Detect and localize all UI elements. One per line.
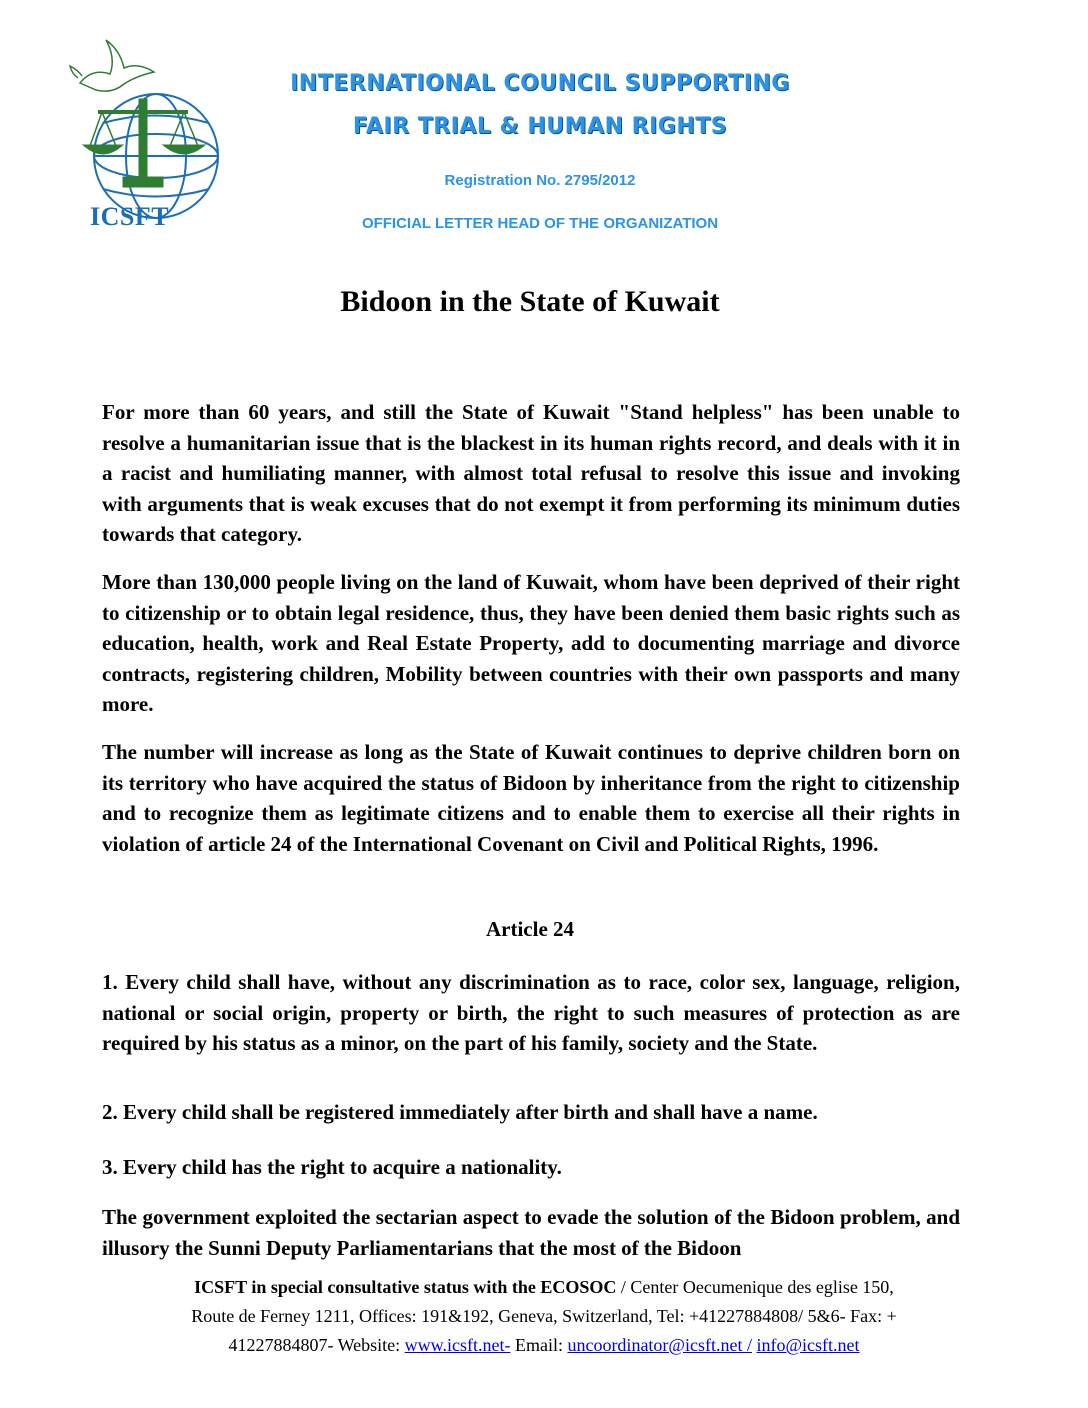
registration-number: Registration No. 2795/2012 — [444, 172, 636, 189]
footer — [100, 1273, 988, 1360]
footer-address-1: / Center Oecumenique des eglise 150, — [616, 1277, 894, 1297]
org-name-line1: INTERNATIONAL COUNCIL SUPPORTING — [290, 71, 790, 96]
footer-line-1 — [100, 1273, 988, 1302]
footer-email-label: Email: — [510, 1335, 568, 1355]
official-letterhead-label: OFFICIAL LETTER HEAD OF THE ORGANIZATION — [361, 215, 719, 232]
article-item-2: 2. Every child shall be registered immediately after birth and shall have a name. — [102, 1100, 818, 1124]
article-item-1: 1. Every child shall have, without any discrimination as to race, color sex, language, religion, national or social origin, property or birth, the right to such measures of protection as are required by his status as a minor, on the part of his family, society and the State. — [102, 970, 960, 1055]
dove-icon — [70, 40, 154, 91]
footer-line-3 — [100, 1331, 988, 1360]
paragraph-3: The number will increase as long as the State of Kuwait continues to deprive children born on its territory who have acquired the status of Bidoon by inheritance from the right to citizenship and to recognize them as legitimate citizens and to enable them to exercise all their rights in violation of article 24 of the International Covenant on Civil and Political Rights, 1996. — [102, 740, 960, 856]
article-item-3: 3. Every child has the right to acquire a nationality. — [102, 1155, 562, 1179]
closing-paragraph: The government exploited the sectarian aspect to evade the solution of the Bidoon problem, and illusory the Sunni Deputy Parliamentarians that the most of the Bidoon — [102, 1205, 960, 1260]
document-title: Bidoon in the State of Kuwait — [340, 285, 720, 318]
email-link-uncoordinator[interactable]: uncoordinator@icsft.net / — [567, 1335, 752, 1355]
footer-line-2: Route de Ferney 1211, Offices: 191&192, Geneva, Switzerland, Tel: +41227884808/ 5&6- Fax: + — [191, 1306, 897, 1326]
paragraph-1: For more than 60 years, and still the State of Kuwait "Stand helpless" has been unable to resolve a humanitarian issue that is the blackest in its human rights record, and deals with it in a racist and humiliating manner, with almost total refusal to resolve this issue and invoking with arguments that is weak excuses that do not exempt it from performing its minimum duties towards that category. — [102, 400, 960, 546]
footer-fax-website-label: 41227884807- Website: — [228, 1335, 405, 1355]
footer-ecosoc-status: ICSFT in special consultative status with the ECOSOC — [194, 1277, 617, 1297]
website-link[interactable]: www.icsft.net- — [404, 1335, 511, 1355]
email-link-info[interactable]: info@icsft.net — [756, 1335, 860, 1355]
org-name-line2: FAIR TRIAL & HUMAN RIGHTS — [352, 114, 728, 139]
logo-text: ICSFT — [90, 202, 170, 231]
paragraph-2: More than 130,000 people living on the land of Kuwait, whom have been deprived of their right to citizenship or to obtain legal residence, thus, they have been denied them basic rights such as education, health, work and Real Estate Property, add to documenting marriage and divorce contracts, registering children, Mobility between countries with their own passports and many more. — [102, 570, 960, 716]
article-heading: Article 24 — [485, 917, 575, 941]
